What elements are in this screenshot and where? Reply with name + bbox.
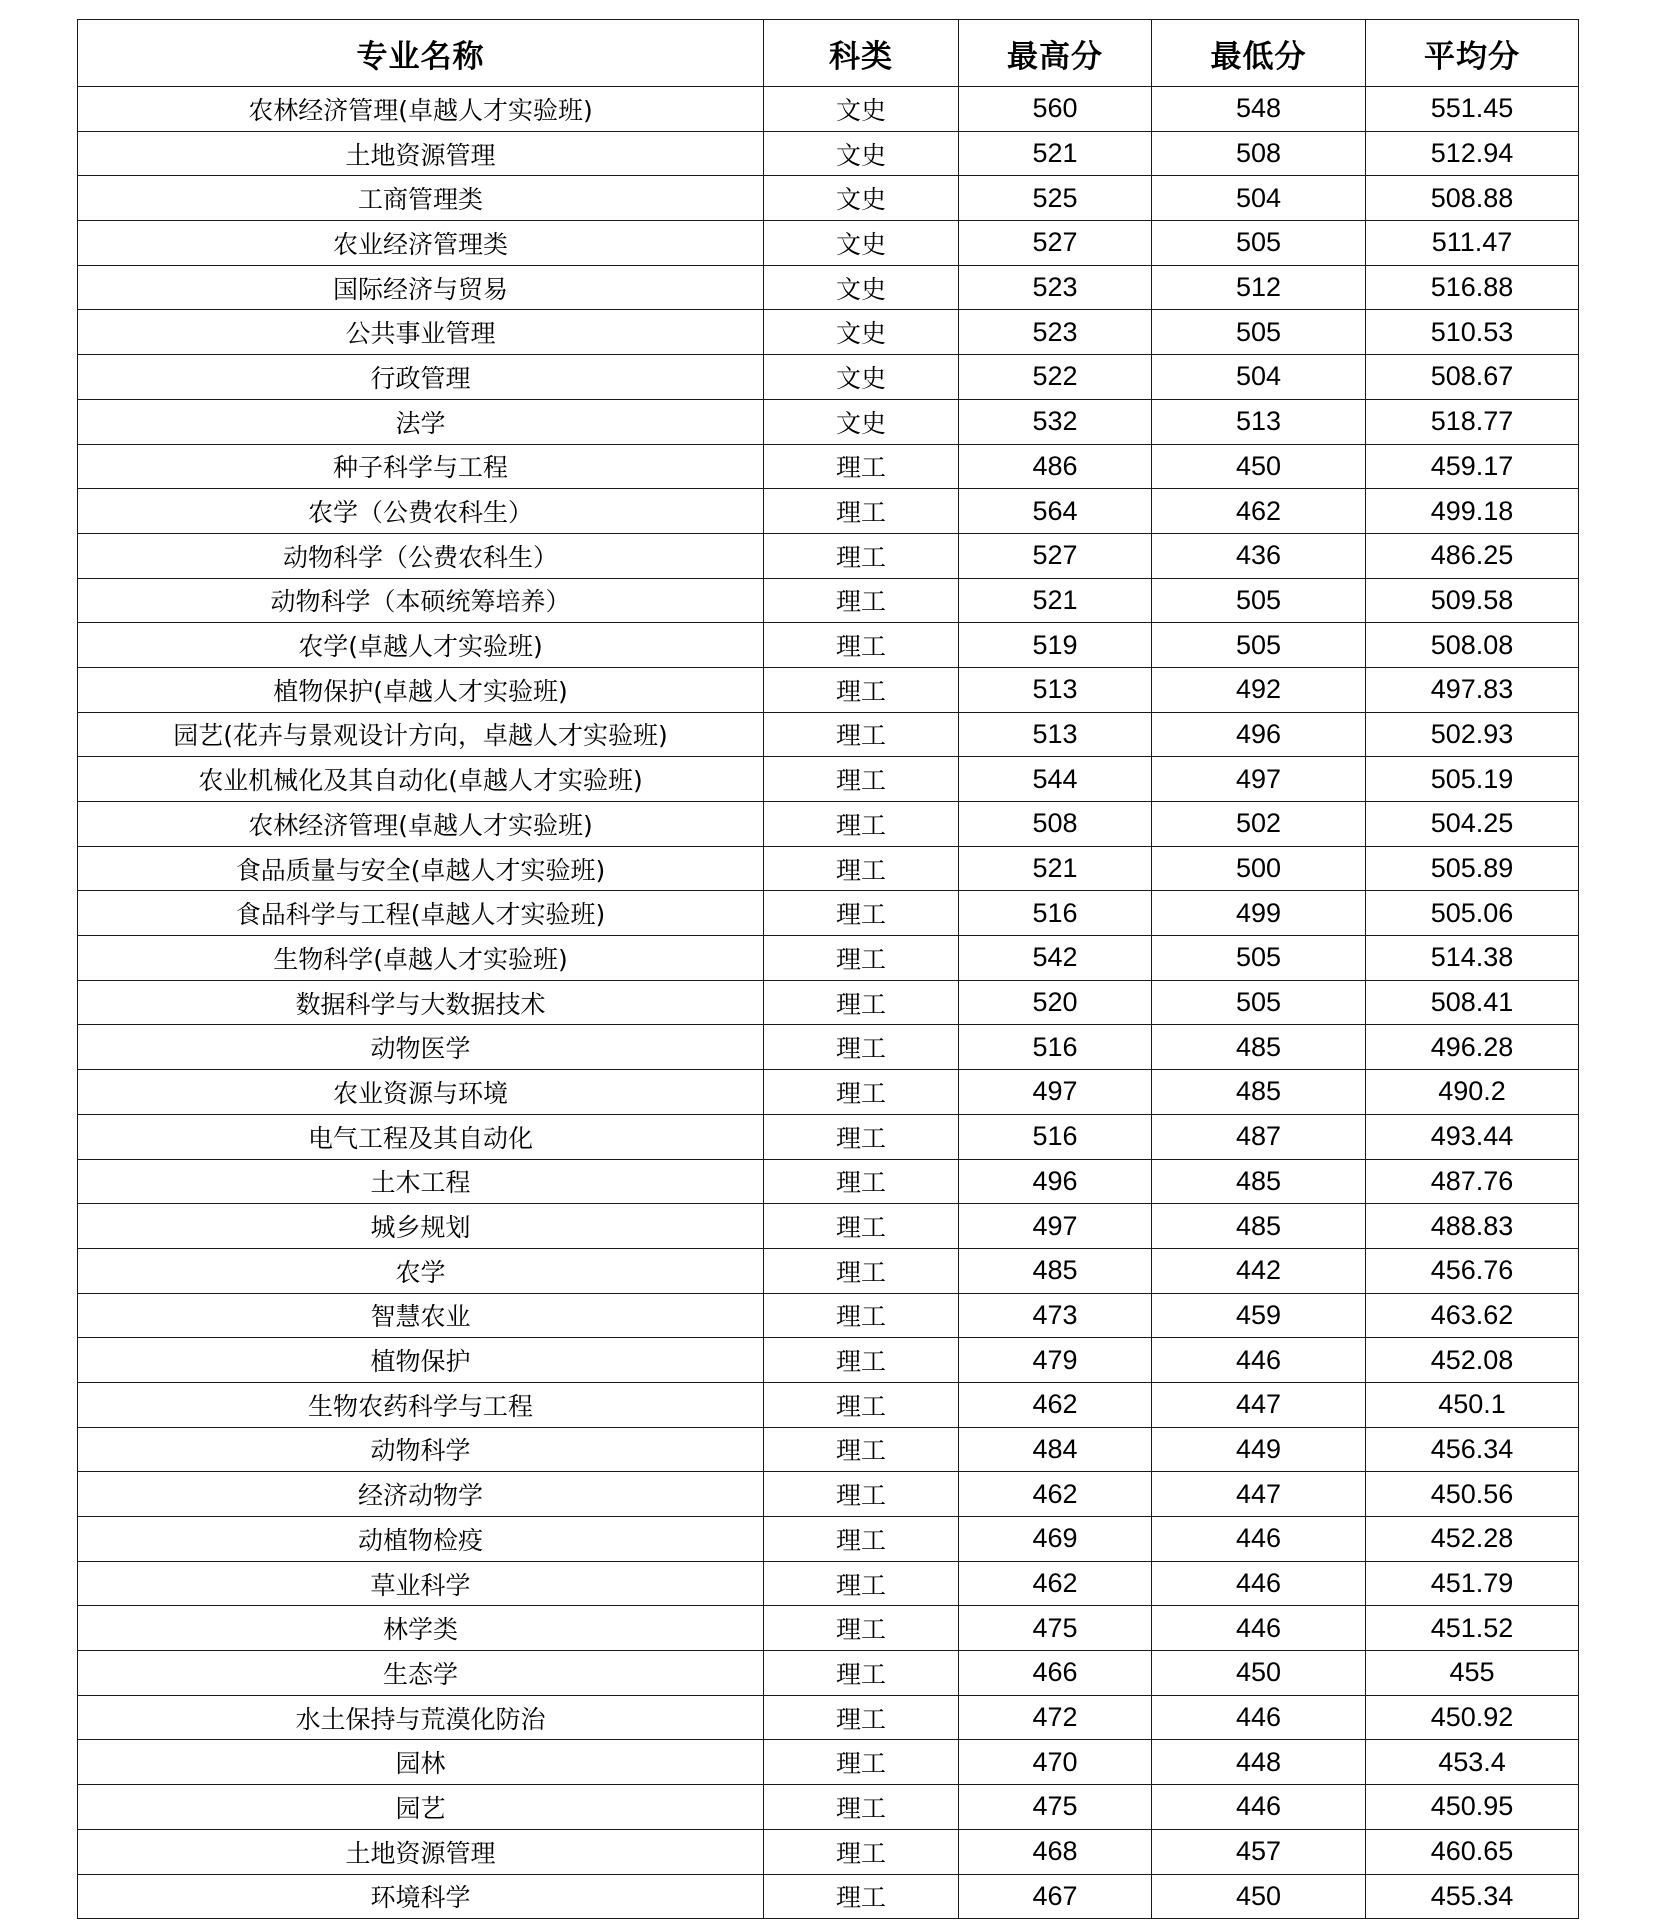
cell-category: 理工 xyxy=(764,757,959,802)
cell-avg-score: 451.79 xyxy=(1366,1561,1579,1606)
cell-major-name: 动物科学 xyxy=(78,1427,764,1472)
cell-avg-score: 512.94 xyxy=(1366,131,1579,176)
table-row xyxy=(78,578,1579,623)
table-row xyxy=(78,1561,1579,1606)
cell-category: 理工 xyxy=(764,936,959,981)
cell-min-score: 505 xyxy=(1152,578,1366,623)
cell-major-name: 农学（公费农科生） xyxy=(78,489,764,534)
cell-major-name: 动物医学 xyxy=(78,1025,764,1070)
cell-max-score: 508 xyxy=(959,802,1152,847)
table-row xyxy=(78,176,1579,221)
table-row xyxy=(78,1114,1579,1159)
cell-max-score: 523 xyxy=(959,310,1152,355)
cell-avg-score: 508.88 xyxy=(1366,176,1579,221)
cell-avg-score: 497.83 xyxy=(1366,667,1579,712)
cell-max-score: 468 xyxy=(959,1829,1152,1874)
cell-max-score: 486 xyxy=(959,444,1152,489)
score-table-container xyxy=(77,19,1578,1919)
table-row xyxy=(78,712,1579,757)
cell-category: 理工 xyxy=(764,980,959,1025)
cell-category: 理工 xyxy=(764,1606,959,1651)
table-row xyxy=(78,1740,1579,1785)
cell-max-score: 475 xyxy=(959,1785,1152,1830)
table-row xyxy=(78,221,1579,266)
table-row xyxy=(78,1874,1579,1919)
cell-min-score: 504 xyxy=(1152,355,1366,400)
table-body xyxy=(78,87,1579,1919)
cell-avg-score: 508.67 xyxy=(1366,355,1579,400)
cell-category: 理工 xyxy=(764,623,959,668)
cell-min-score: 450 xyxy=(1152,1874,1366,1919)
table-row xyxy=(78,1472,1579,1517)
cell-min-score: 505 xyxy=(1152,310,1366,355)
cell-max-score: 485 xyxy=(959,1248,1152,1293)
table-row xyxy=(78,1695,1579,1740)
cell-max-score: 473 xyxy=(959,1293,1152,1338)
header-major-name: 专业名称 xyxy=(78,20,764,87)
header-category: 科类 xyxy=(764,20,959,87)
cell-category: 理工 xyxy=(764,1248,959,1293)
cell-avg-score: 502.93 xyxy=(1366,712,1579,757)
cell-major-name: 土木工程 xyxy=(78,1159,764,1204)
cell-min-score: 450 xyxy=(1152,1651,1366,1696)
cell-category: 理工 xyxy=(764,1740,959,1785)
table-header-row xyxy=(78,20,1579,87)
table-row xyxy=(78,131,1579,176)
cell-avg-score: 490.2 xyxy=(1366,1070,1579,1115)
cell-category: 理工 xyxy=(764,891,959,936)
cell-category: 理工 xyxy=(764,1382,959,1427)
table-row xyxy=(78,444,1579,489)
cell-max-score: 527 xyxy=(959,533,1152,578)
cell-min-score: 446 xyxy=(1152,1338,1366,1383)
cell-avg-score: 463.62 xyxy=(1366,1293,1579,1338)
cell-avg-score: 505.19 xyxy=(1366,757,1579,802)
table-row xyxy=(78,310,1579,355)
cell-min-score: 548 xyxy=(1152,87,1366,132)
cell-major-name: 林学类 xyxy=(78,1606,764,1651)
cell-max-score: 564 xyxy=(959,489,1152,534)
cell-avg-score: 508.08 xyxy=(1366,623,1579,668)
cell-max-score: 521 xyxy=(959,846,1152,891)
cell-min-score: 496 xyxy=(1152,712,1366,757)
header-max-score: 最高分 xyxy=(959,20,1152,87)
cell-avg-score: 455.34 xyxy=(1366,1874,1579,1919)
cell-category: 文史 xyxy=(764,265,959,310)
cell-major-name: 草业科学 xyxy=(78,1561,764,1606)
cell-major-name: 行政管理 xyxy=(78,355,764,400)
cell-max-score: 497 xyxy=(959,1204,1152,1249)
cell-major-name: 种子科学与工程 xyxy=(78,444,764,489)
cell-avg-score: 504.25 xyxy=(1366,802,1579,847)
cell-category: 理工 xyxy=(764,1025,959,1070)
cell-category: 理工 xyxy=(764,444,959,489)
cell-max-score: 462 xyxy=(959,1382,1152,1427)
table-row xyxy=(78,265,1579,310)
cell-category: 理工 xyxy=(764,1114,959,1159)
table-row xyxy=(78,1204,1579,1249)
cell-min-score: 497 xyxy=(1152,757,1366,802)
cell-min-score: 505 xyxy=(1152,980,1366,1025)
cell-major-name: 园艺(花卉与景观设计方向，卓越人才实验班) xyxy=(78,712,764,757)
cell-avg-score: 453.4 xyxy=(1366,1740,1579,1785)
cell-category: 理工 xyxy=(764,1293,959,1338)
cell-min-score: 512 xyxy=(1152,265,1366,310)
cell-major-name: 国际经济与贸易 xyxy=(78,265,764,310)
table-row xyxy=(78,1785,1579,1830)
cell-max-score: 519 xyxy=(959,623,1152,668)
cell-avg-score: 551.45 xyxy=(1366,87,1579,132)
cell-avg-score: 511.47 xyxy=(1366,221,1579,266)
cell-max-score: 513 xyxy=(959,667,1152,712)
cell-max-score: 544 xyxy=(959,757,1152,802)
cell-major-name: 环境科学 xyxy=(78,1874,764,1919)
table-row xyxy=(78,1070,1579,1115)
table-row xyxy=(78,399,1579,444)
table-row xyxy=(78,1248,1579,1293)
cell-major-name: 动物科学（公费农科生） xyxy=(78,533,764,578)
cell-min-score: 446 xyxy=(1152,1695,1366,1740)
cell-major-name: 农林经济管理(卓越人才实验班) xyxy=(78,802,764,847)
cell-category: 文史 xyxy=(764,87,959,132)
table-row xyxy=(78,1338,1579,1383)
cell-max-score: 523 xyxy=(959,265,1152,310)
cell-min-score: 485 xyxy=(1152,1025,1366,1070)
cell-avg-score: 488.83 xyxy=(1366,1204,1579,1249)
cell-min-score: 485 xyxy=(1152,1159,1366,1204)
table-row xyxy=(78,1382,1579,1427)
cell-avg-score: 499.18 xyxy=(1366,489,1579,534)
cell-avg-score: 452.28 xyxy=(1366,1517,1579,1562)
cell-major-name: 园艺 xyxy=(78,1785,764,1830)
cell-avg-score: 486.25 xyxy=(1366,533,1579,578)
cell-max-score: 527 xyxy=(959,221,1152,266)
cell-category: 理工 xyxy=(764,1427,959,1472)
cell-major-name: 农林经济管理(卓越人才实验班) xyxy=(78,87,764,132)
cell-min-score: 492 xyxy=(1152,667,1366,712)
table-row xyxy=(78,1517,1579,1562)
table-row xyxy=(78,667,1579,712)
cell-major-name: 农业机械化及其自动化(卓越人才实验班) xyxy=(78,757,764,802)
cell-category: 文史 xyxy=(764,221,959,266)
cell-category: 理工 xyxy=(764,489,959,534)
table-row xyxy=(78,1025,1579,1070)
cell-category: 理工 xyxy=(764,1159,959,1204)
cell-category: 理工 xyxy=(764,578,959,623)
cell-category: 理工 xyxy=(764,1651,959,1696)
cell-category: 文史 xyxy=(764,355,959,400)
table-row xyxy=(78,355,1579,400)
cell-min-score: 487 xyxy=(1152,1114,1366,1159)
cell-max-score: 472 xyxy=(959,1695,1152,1740)
cell-major-name: 食品质量与安全(卓越人才实验班) xyxy=(78,846,764,891)
cell-major-name: 智慧农业 xyxy=(78,1293,764,1338)
cell-min-score: 505 xyxy=(1152,623,1366,668)
table-row xyxy=(78,891,1579,936)
cell-min-score: 446 xyxy=(1152,1561,1366,1606)
cell-major-name: 土地资源管理 xyxy=(78,1829,764,1874)
cell-avg-score: 493.44 xyxy=(1366,1114,1579,1159)
table-row xyxy=(78,1427,1579,1472)
cell-category: 理工 xyxy=(764,1338,959,1383)
cell-min-score: 446 xyxy=(1152,1606,1366,1651)
header-avg-score: 平均分 xyxy=(1366,20,1579,87)
cell-max-score: 467 xyxy=(959,1874,1152,1919)
cell-major-name: 城乡规划 xyxy=(78,1204,764,1249)
cell-major-name: 土地资源管理 xyxy=(78,131,764,176)
cell-category: 理工 xyxy=(764,533,959,578)
table-row xyxy=(78,489,1579,534)
cell-avg-score: 505.89 xyxy=(1366,846,1579,891)
cell-max-score: 479 xyxy=(959,1338,1152,1383)
cell-major-name: 经济动物学 xyxy=(78,1472,764,1517)
cell-category: 理工 xyxy=(764,667,959,712)
cell-min-score: 513 xyxy=(1152,399,1366,444)
cell-avg-score: 518.77 xyxy=(1366,399,1579,444)
cell-major-name: 生物农药科学与工程 xyxy=(78,1382,764,1427)
cell-max-score: 516 xyxy=(959,1114,1152,1159)
cell-major-name: 动物科学（本硕统筹培养） xyxy=(78,578,764,623)
table-row xyxy=(78,533,1579,578)
cell-min-score: 449 xyxy=(1152,1427,1366,1472)
cell-major-name: 电气工程及其自动化 xyxy=(78,1114,764,1159)
cell-min-score: 502 xyxy=(1152,802,1366,847)
cell-max-score: 475 xyxy=(959,1606,1152,1651)
cell-avg-score: 450.95 xyxy=(1366,1785,1579,1830)
cell-category: 理工 xyxy=(764,1517,959,1562)
cell-min-score: 446 xyxy=(1152,1517,1366,1562)
table-row xyxy=(78,87,1579,132)
table-row xyxy=(78,1651,1579,1696)
table-row xyxy=(78,802,1579,847)
cell-major-name: 水土保持与荒漠化防治 xyxy=(78,1695,764,1740)
cell-max-score: 497 xyxy=(959,1070,1152,1115)
cell-major-name: 植物保护 xyxy=(78,1338,764,1383)
cell-category: 理工 xyxy=(764,1070,959,1115)
cell-min-score: 505 xyxy=(1152,221,1366,266)
cell-avg-score: 456.76 xyxy=(1366,1248,1579,1293)
cell-avg-score: 455 xyxy=(1366,1651,1579,1696)
cell-min-score: 448 xyxy=(1152,1740,1366,1785)
cell-category: 文史 xyxy=(764,176,959,221)
cell-avg-score: 456.34 xyxy=(1366,1427,1579,1472)
table-row xyxy=(78,1606,1579,1651)
cell-min-score: 436 xyxy=(1152,533,1366,578)
table-row xyxy=(78,623,1579,668)
cell-avg-score: 514.38 xyxy=(1366,936,1579,981)
cell-major-name: 公共事业管理 xyxy=(78,310,764,355)
cell-min-score: 504 xyxy=(1152,176,1366,221)
table-row xyxy=(78,846,1579,891)
cell-max-score: 462 xyxy=(959,1472,1152,1517)
cell-min-score: 450 xyxy=(1152,444,1366,489)
cell-category: 理工 xyxy=(764,1785,959,1830)
cell-major-name: 农学(卓越人才实验班) xyxy=(78,623,764,668)
cell-category: 理工 xyxy=(764,1874,959,1919)
cell-avg-score: 451.52 xyxy=(1366,1606,1579,1651)
cell-min-score: 446 xyxy=(1152,1785,1366,1830)
cell-major-name: 植物保护(卓越人才实验班) xyxy=(78,667,764,712)
cell-min-score: 447 xyxy=(1152,1472,1366,1517)
cell-avg-score: 450.56 xyxy=(1366,1472,1579,1517)
cell-major-name: 农业资源与环境 xyxy=(78,1070,764,1115)
cell-avg-score: 459.17 xyxy=(1366,444,1579,489)
cell-avg-score: 508.41 xyxy=(1366,980,1579,1025)
cell-max-score: 513 xyxy=(959,712,1152,757)
cell-min-score: 462 xyxy=(1152,489,1366,534)
cell-avg-score: 505.06 xyxy=(1366,891,1579,936)
cell-max-score: 466 xyxy=(959,1651,1152,1696)
cell-max-score: 516 xyxy=(959,1025,1152,1070)
cell-avg-score: 450.92 xyxy=(1366,1695,1579,1740)
cell-avg-score: 509.58 xyxy=(1366,578,1579,623)
cell-max-score: 516 xyxy=(959,891,1152,936)
cell-min-score: 485 xyxy=(1152,1070,1366,1115)
cell-major-name: 工商管理类 xyxy=(78,176,764,221)
cell-avg-score: 510.53 xyxy=(1366,310,1579,355)
cell-major-name: 数据科学与大数据技术 xyxy=(78,980,764,1025)
cell-min-score: 500 xyxy=(1152,846,1366,891)
cell-max-score: 521 xyxy=(959,578,1152,623)
cell-major-name: 动植物检疫 xyxy=(78,1517,764,1562)
cell-max-score: 520 xyxy=(959,980,1152,1025)
cell-max-score: 470 xyxy=(959,1740,1152,1785)
table-row xyxy=(78,757,1579,802)
table-row xyxy=(78,980,1579,1025)
cell-category: 文史 xyxy=(764,399,959,444)
cell-min-score: 457 xyxy=(1152,1829,1366,1874)
cell-major-name: 生态学 xyxy=(78,1651,764,1696)
cell-min-score: 499 xyxy=(1152,891,1366,936)
cell-category: 文史 xyxy=(764,310,959,355)
cell-max-score: 560 xyxy=(959,87,1152,132)
cell-max-score: 462 xyxy=(959,1561,1152,1606)
table-row xyxy=(78,1829,1579,1874)
cell-major-name: 园林 xyxy=(78,1740,764,1785)
cell-min-score: 442 xyxy=(1152,1248,1366,1293)
cell-max-score: 532 xyxy=(959,399,1152,444)
cell-category: 理工 xyxy=(764,846,959,891)
cell-max-score: 496 xyxy=(959,1159,1152,1204)
cell-min-score: 459 xyxy=(1152,1293,1366,1338)
cell-max-score: 542 xyxy=(959,936,1152,981)
cell-major-name: 法学 xyxy=(78,399,764,444)
cell-avg-score: 452.08 xyxy=(1366,1338,1579,1383)
cell-major-name: 食品科学与工程(卓越人才实验班) xyxy=(78,891,764,936)
cell-category: 理工 xyxy=(764,1204,959,1249)
cell-avg-score: 460.65 xyxy=(1366,1829,1579,1874)
cell-major-name: 生物科学(卓越人才实验班) xyxy=(78,936,764,981)
cell-max-score: 522 xyxy=(959,355,1152,400)
cell-major-name: 农学 xyxy=(78,1248,764,1293)
header-min-score: 最低分 xyxy=(1152,20,1366,87)
cell-category: 理工 xyxy=(764,1561,959,1606)
cell-avg-score: 496.28 xyxy=(1366,1025,1579,1070)
table-row xyxy=(78,1159,1579,1204)
cell-avg-score: 487.76 xyxy=(1366,1159,1579,1204)
cell-min-score: 485 xyxy=(1152,1204,1366,1249)
cell-min-score: 505 xyxy=(1152,936,1366,981)
cell-avg-score: 450.1 xyxy=(1366,1382,1579,1427)
table-row xyxy=(78,936,1579,981)
cell-category: 理工 xyxy=(764,712,959,757)
cell-major-name: 农业经济管理类 xyxy=(78,221,764,266)
cell-avg-score: 516.88 xyxy=(1366,265,1579,310)
cell-category: 理工 xyxy=(764,1695,959,1740)
table-row xyxy=(78,1293,1579,1338)
cell-max-score: 521 xyxy=(959,131,1152,176)
cell-max-score: 525 xyxy=(959,176,1152,221)
cell-min-score: 447 xyxy=(1152,1382,1366,1427)
cell-category: 理工 xyxy=(764,1472,959,1517)
cell-max-score: 469 xyxy=(959,1517,1152,1562)
cell-max-score: 484 xyxy=(959,1427,1152,1472)
cell-category: 理工 xyxy=(764,802,959,847)
cell-category: 文史 xyxy=(764,131,959,176)
score-table xyxy=(77,19,1579,1919)
cell-category: 理工 xyxy=(764,1829,959,1874)
cell-min-score: 508 xyxy=(1152,131,1366,176)
